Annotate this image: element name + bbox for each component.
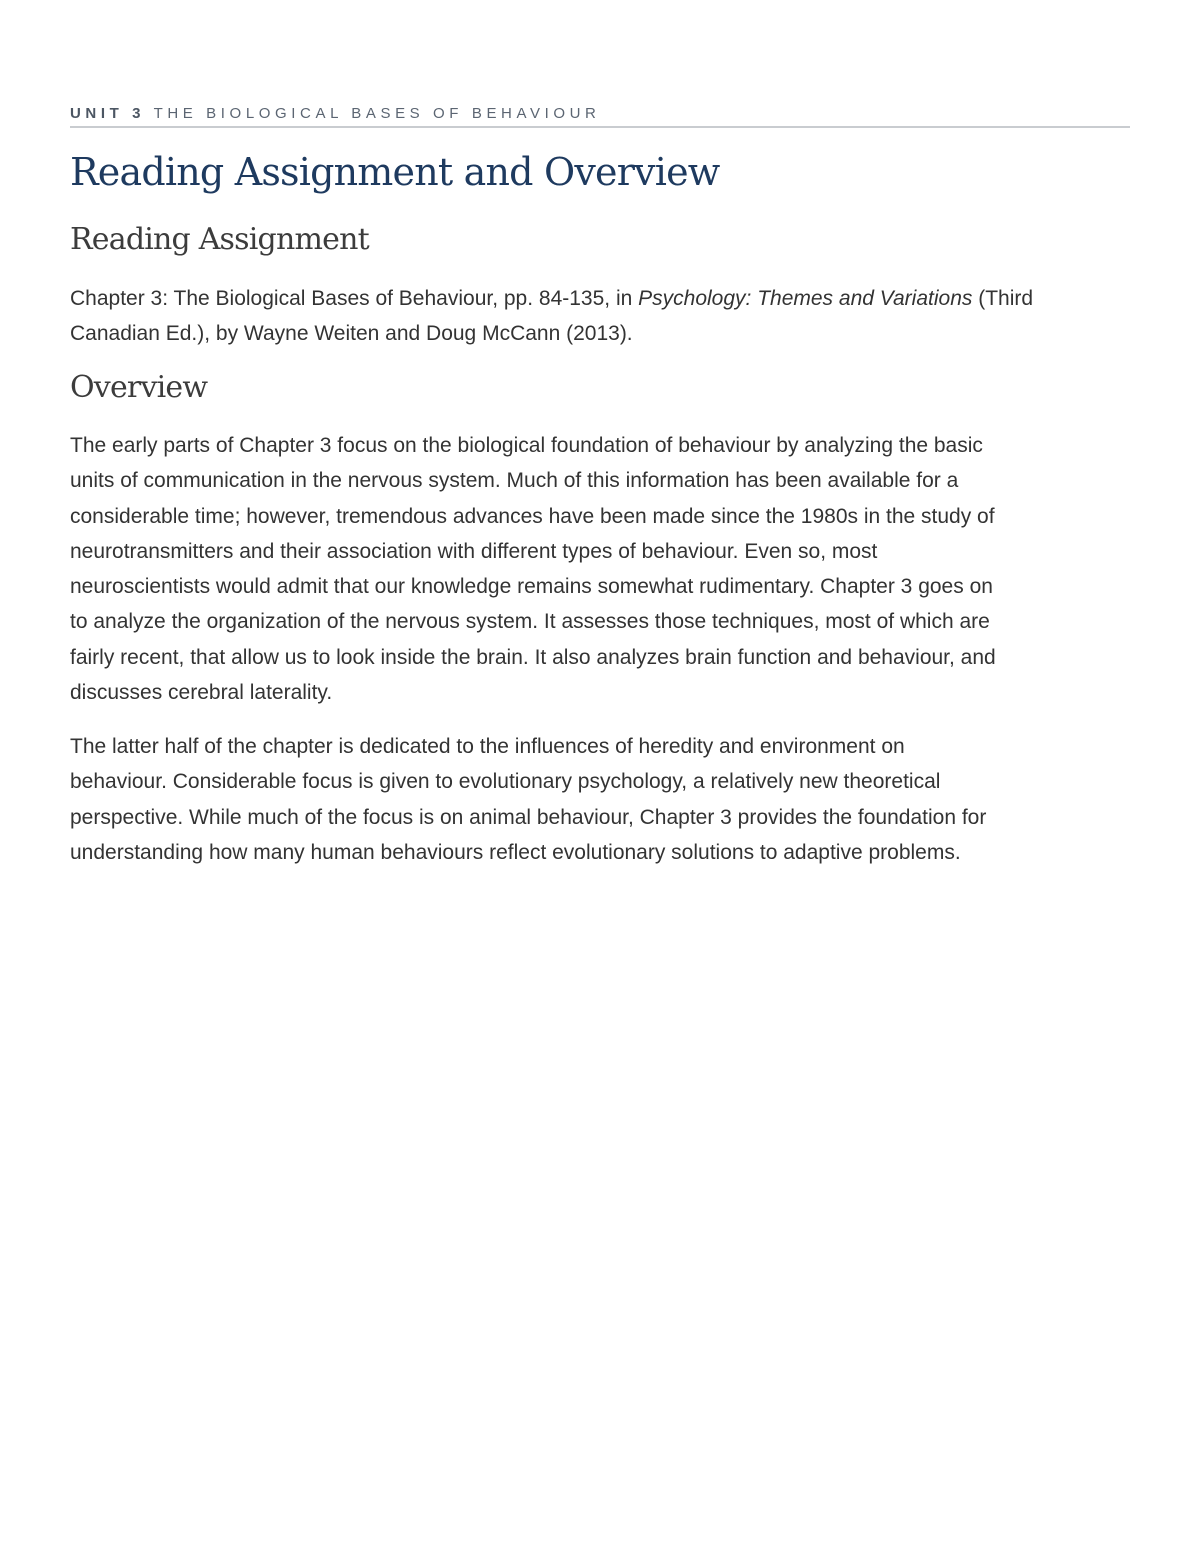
paragraph-line: considerable time; however, tremendous advances have been made since the 1980s in the study of — [70, 504, 995, 528]
paragraph-line: neurotransmitters and their association with different types of behaviour. Even so, most — [70, 539, 878, 563]
reading-citation — [70, 281, 1130, 352]
paragraph-line: understanding how many human behaviours reflect evolutionary solutions to adaptive problems. — [70, 840, 961, 864]
paragraph-line: The latter half of the chapter is dedicated to the influences of heredity and environment on — [70, 735, 905, 758]
unit-title: THE BIOLOGICAL BASES OF BEHAVIOUR — [153, 105, 601, 122]
paragraph-line: to analyze the organization of the nervous system. It assesses those techniques, most of which are — [70, 610, 990, 634]
paragraph-line: perspective. While much of the focus is on animal behaviour, Chapter 3 provides the foundation for — [70, 805, 987, 829]
citation-line-2: Canadian Ed.), by Wayne Weiten and Doug McCann (2013). — [70, 322, 633, 346]
reading-assignment-heading: Reading Assignment — [70, 222, 369, 257]
page-title: Reading Assignment and Overview — [70, 150, 720, 194]
overview-paragraph-2 — [70, 729, 1130, 870]
paragraph-line: units of communication in the nervous system. Much of this information has been available for a — [70, 469, 959, 493]
overview-paragraph-1 — [70, 428, 1130, 710]
paragraph-line: neuroscientists would admit that our knowledge remains somewhat rudimentary. Chapter 3 goes on — [70, 575, 993, 599]
book-title: Psychology: Themes and Variations — [638, 287, 973, 310]
unit-label: UNIT 3 — [70, 105, 146, 122]
citation-text-after-title: (Third — [972, 287, 1034, 310]
paragraph-line: The early parts of Chapter 3 focus on the biological foundation of behaviour by analyzing the basic — [70, 434, 983, 457]
citation-line-1 — [70, 281, 1130, 316]
paragraph-line: behaviour. Considerable focus is given to evolutionary psychology, a relatively new theoretical — [70, 770, 941, 794]
unit-header — [70, 104, 600, 124]
overview-heading: Overview — [70, 370, 208, 405]
paragraph-line: discusses cerebral laterality. — [70, 681, 333, 705]
paragraph-line: fairly recent, that allow us to look inside the brain. It also analyzes brain function and behaviour, and — [70, 645, 996, 669]
citation-text-before-title: Chapter 3: The Biological Bases of Behaviour, pp. 84-135, in — [70, 287, 639, 310]
header-divider — [70, 126, 1130, 128]
